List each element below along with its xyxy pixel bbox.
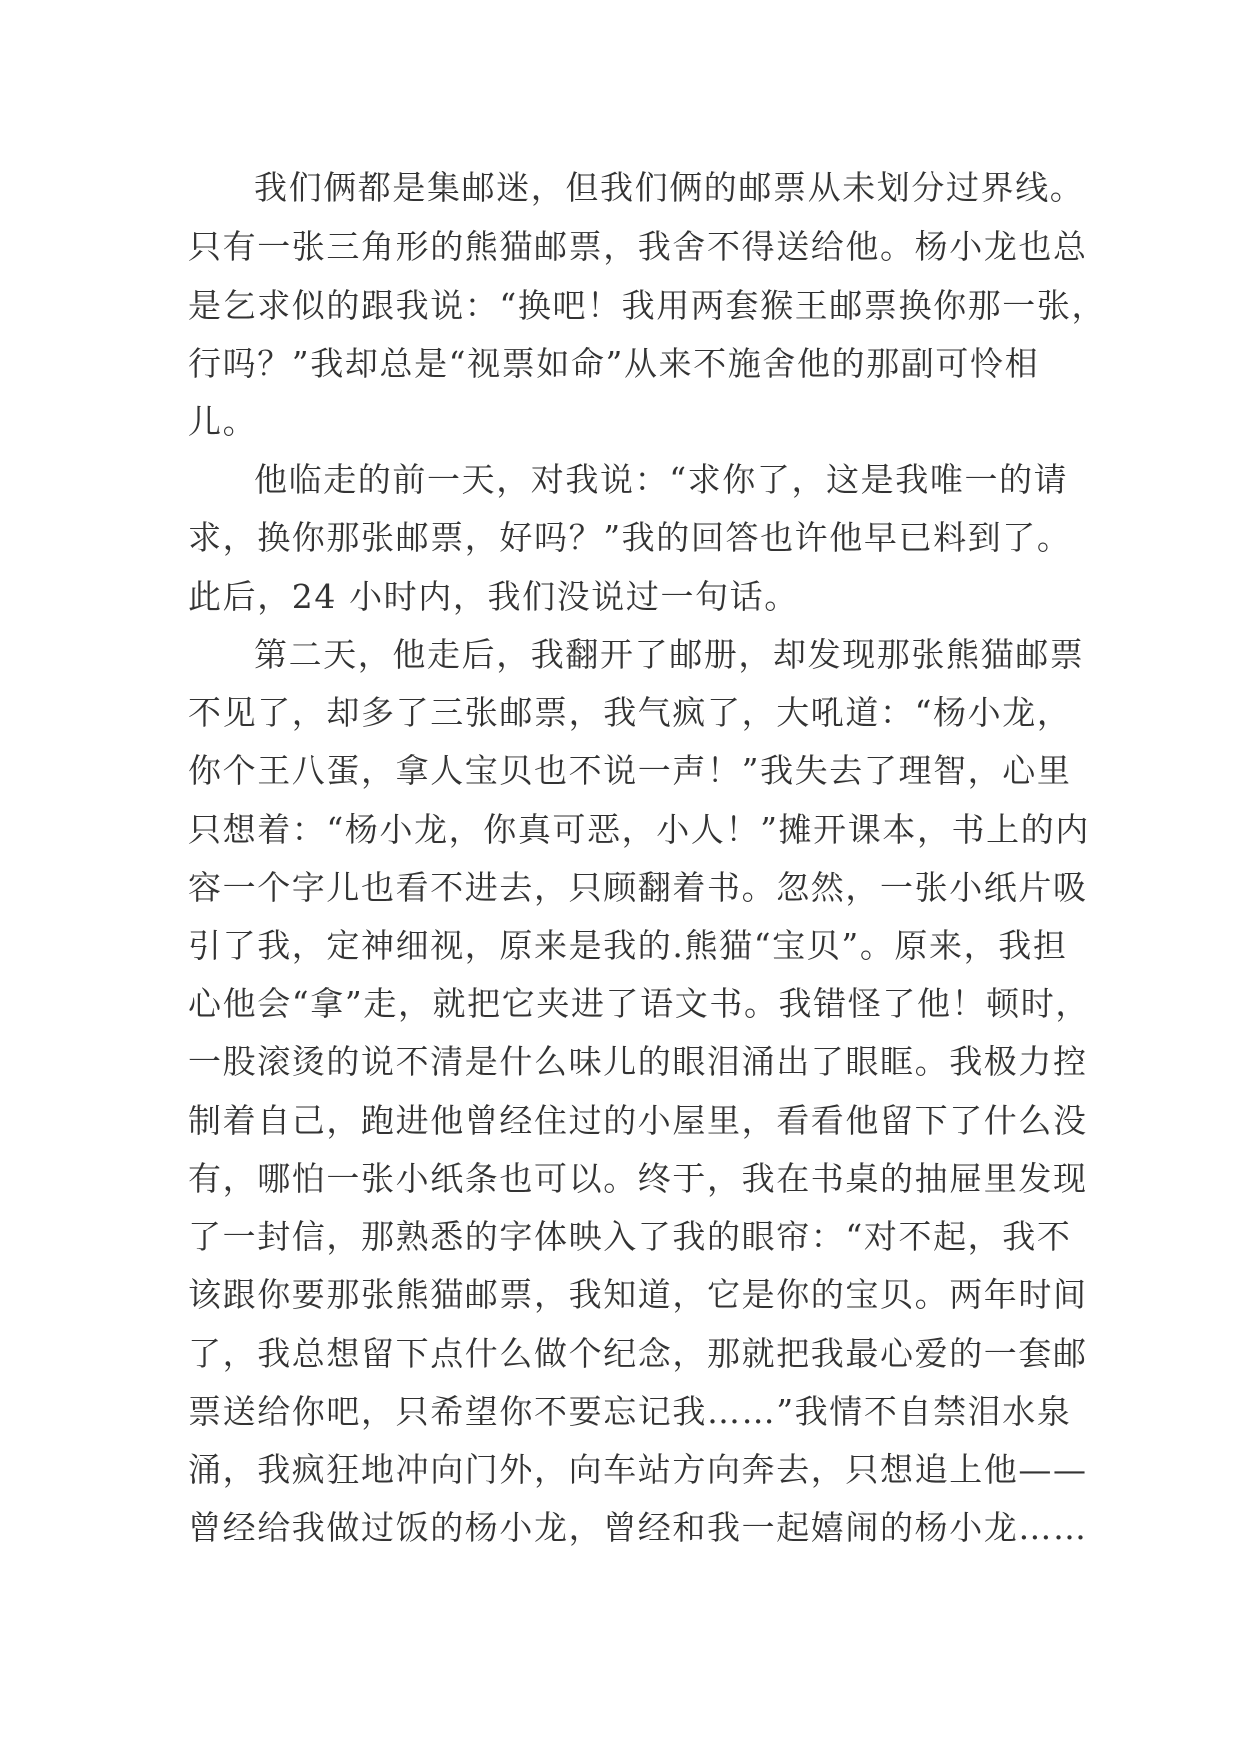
text-line: 了一封信，那熟悉的字体映入了我的眼帘：“对不起，我不 <box>188 1217 1072 1256</box>
text-line: 了，我总想留下点什么做个纪念，那就把我最心爱的一套邮 <box>188 1334 1088 1373</box>
text-line: 我们俩都是集邮迷，但我们俩的邮票从未划分过界线。 <box>254 168 1085 207</box>
text-line: 儿。 <box>188 402 258 441</box>
text-line: 容一个字儿也看不进去，只顾翻着书。忽然，一张小纸片吸 <box>188 868 1088 907</box>
text-line: 是乞求似的跟我说：“换吧！我用两套猴王邮票换你那一张， <box>188 286 1107 325</box>
text-line: 制着自己，跑进他曾经住过的小屋里，看看他留下了什么没 <box>188 1101 1088 1140</box>
text-line: 有，哪怕一张小纸条也可以。终于，我在书桌的抽屉里发现 <box>188 1159 1088 1198</box>
text-line: 涌，我疯狂地冲向门外，向车站方向奔去，只想追上他—— <box>188 1450 1088 1489</box>
text-line: 该跟你要那张熊猫邮票，我知道，它是你的宝贝。两年时间 <box>188 1275 1088 1314</box>
text-line: 不见了，却多了三张邮票，我气疯了，大吼道：“杨小龙， <box>188 693 1072 732</box>
text-line: 此后，24 小时内，我们没说过一句话。 <box>188 577 799 616</box>
text-line: 引了我，定神细视，原来是我的.熊猫“宝贝”。原来，我担 <box>188 926 1068 965</box>
text-line: 你个王八蛋，拿人宝贝也不说一声！”我失去了理智，心里 <box>188 751 1072 790</box>
text-line: 心他会“拿”走，就把它夹进了语文书。我错怪了他！顿时， <box>188 984 1090 1023</box>
text-line: 一股滚烫的说不清是什么味儿的眼泪涌出了眼眶。我极力控 <box>188 1042 1088 1081</box>
text-line: 票送给你吧，只希望你不要忘记我……”我情不自禁泪水泉 <box>188 1392 1072 1431</box>
text-line: 第二天，他走后，我翻开了邮册，却发现那张熊猫邮票 <box>254 635 1085 674</box>
text-line: 行吗？”我却总是“视票如命”从来不施舍他的那副可怜相 <box>188 344 1040 383</box>
text-line: 求，换你那张邮票，好吗？”我的回答也许他早已料到了。 <box>188 518 1072 557</box>
text-line: 曾经给我做过饭的杨小龙，曾经和我一起嬉闹的杨小龙…… <box>188 1508 1088 1547</box>
text-line: 他临走的前一天，对我说：“求你了，这是我唯一的请 <box>254 460 1069 499</box>
text-line: 只有一张三角形的熊猫邮票，我舍不得送给他。杨小龙也总 <box>188 227 1088 266</box>
text-line: 只想着：“杨小龙，你真可恶，小人！”摊开课本，书上的内 <box>188 810 1090 849</box>
